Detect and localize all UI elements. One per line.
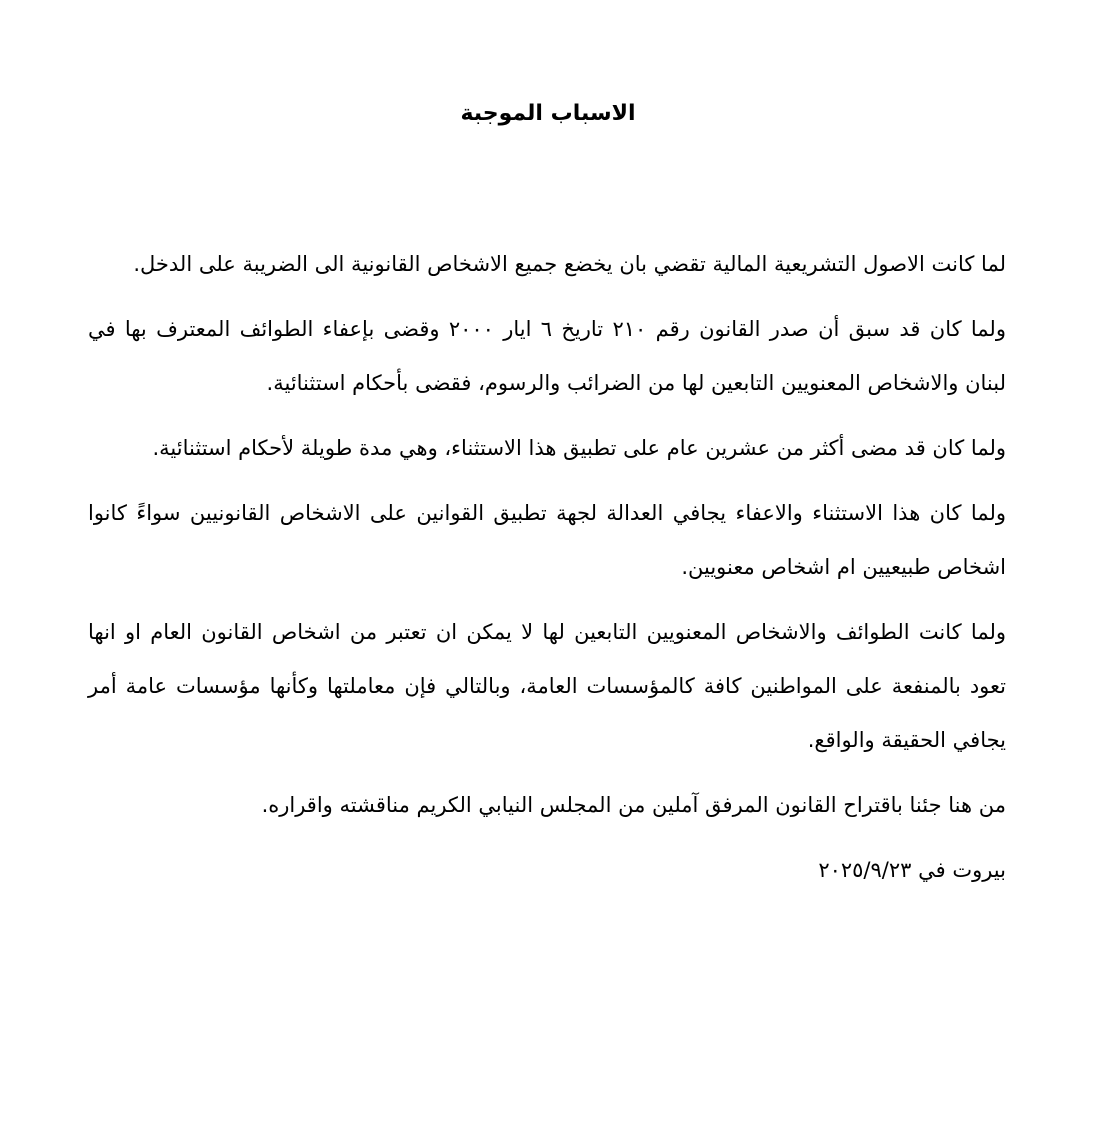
- paragraph-3: ولما كان قد مضى أكثر من عشرين عام على تطبيق هذا الاستثناء، وهي مدة طويلة لأحكام استثنائية.: [152, 436, 1006, 460]
- paragraph-4: ولما كان هذا الاستثناء والاعفاء يجافي العدالة لجهة تطبيق القوانين على الاشخاص القانونيين سواءً كانوا اشخاص طبيعيين ام اشخاص معنويين.: [88, 501, 1006, 579]
- document-body: [88, 237, 1006, 908]
- signoff-date: بيروت في ٢٠٢٥/٩/٢٣: [818, 858, 1006, 882]
- paragraph-6: من هنا جئنا باقتراح القانون المرفق آملين من المجلس النيابي الكريم مناقشته واقراره.: [261, 793, 1006, 817]
- document-title: الاسباب الموجبة: [460, 101, 636, 126]
- paragraph-5: ولما كانت الطوائف والاشخاص المعنويين التابعين لها لا يمكن ان تعتبر من اشخاص القانون العام او انها تعود بالمنفعة على المواطنين كافة كالمؤسسات العامة، وبالتالي فإن معاملتها وكأنها مؤسسات عامة أمر يجافي الحقيقة والواقع.: [88, 620, 1006, 752]
- paragraph-1: لما كانت الاصول التشريعية المالية تقضي بان يخضع جميع الاشخاص القانونية الى الضريبة على الدخل.: [133, 252, 1006, 276]
- paragraph-2: ولما كان قد سبق أن صدر القانون رقم ٢١٠ تاريخ ٦ ايار ٢٠٠٠ وقضى بإعفاء الطوائف المعترف بها في لبنان والاشخاص المعنويين التابعين لها من الضرائب والرسوم، فقضى بأحكام استثنائية.: [88, 317, 1006, 395]
